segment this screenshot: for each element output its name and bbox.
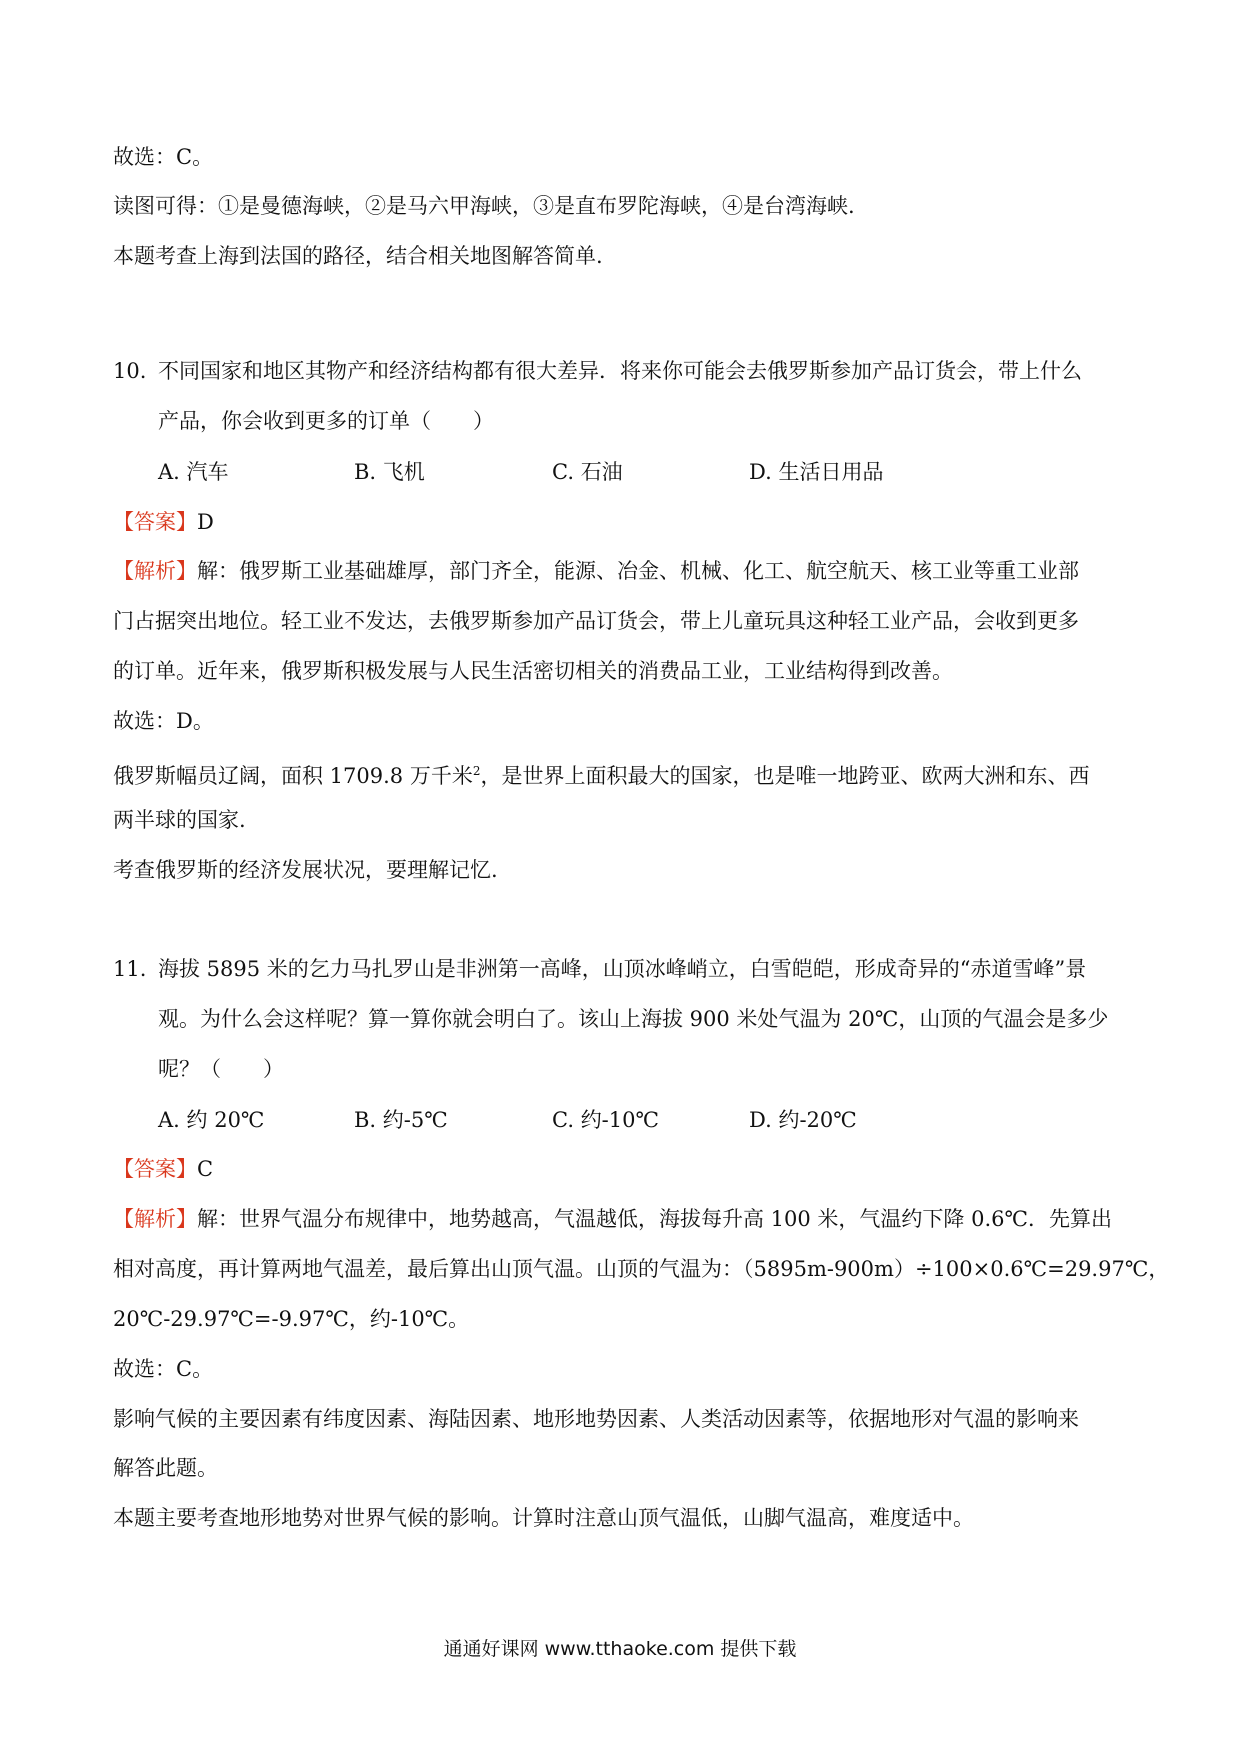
analysis-text: 解：俄罗斯工业基础雄厚，部门齐全，能源、冶金、机械、化工、航空航天、核工业等重工业部: [197, 559, 1079, 583]
option-text: 约-5℃: [382, 1108, 448, 1132]
option-letter: A.: [158, 1108, 180, 1132]
q11-summary: 本题主要考查地形地势对世界气候的影响。计算时注意山顶气温低，山脚气温高，难度适中。: [113, 1506, 974, 1530]
answer-tag: 【答案】: [113, 510, 197, 534]
note-text: ，是世界上面积最大的国家，也是唯一地跨亚、欧两大洲和东、西: [480, 764, 1090, 788]
q10-answer-line: 故选：D。: [113, 709, 214, 733]
answer-value: C: [197, 1157, 214, 1181]
q11-option-b: [354, 1105, 448, 1135]
q9-summary: 本题考查上海到法国的路径，结合相关地图解答简单.: [113, 244, 603, 268]
q11-note-line-2: 解答此题。: [113, 1456, 218, 1480]
option-text: 生活日用品: [778, 460, 884, 484]
q10-answer: [113, 507, 214, 537]
q11-answer-line: 故选：C。: [113, 1357, 214, 1381]
q10-option-d: [749, 457, 883, 487]
option-text: 约-20℃: [778, 1108, 857, 1132]
q11-analysis-line-3: 20℃-29.97℃=-9.97℃，约-10℃。: [113, 1307, 470, 1331]
option-letter: A.: [158, 460, 180, 484]
q10-option-a: [158, 457, 229, 487]
option-letter: B.: [354, 460, 377, 484]
answer-tag: 【答案】: [113, 1157, 197, 1181]
q11-option-a: [158, 1105, 264, 1135]
analysis-text: 解：世界气温分布规律中，地势越高，气温越低，海拔每升高 100 米，气温约下降 0.6℃．先算出: [197, 1207, 1112, 1231]
q10-number: 10.: [113, 359, 147, 383]
option-letter: D.: [749, 1108, 772, 1132]
q10-analysis-line-2: 门占据突出地位。轻工业不发达，去俄罗斯参加产品订货会，带上儿童玩具这种轻工业产品，会收到更多: [113, 609, 1079, 633]
analysis-tag: 【解析】: [113, 1207, 197, 1231]
q11-number: 11.: [113, 957, 147, 981]
q10-stem-line-1: 不同国家和地区其物产和经济结构都有很大差异．将来你可能会去俄罗斯参加产品订货会，带上什么: [158, 359, 1082, 383]
q11-analysis-line-1: [113, 1204, 1112, 1234]
page-footer: 通通好课网 www.tthaoke.com 提供下载: [443, 1638, 797, 1660]
q11-stem-line-3: 呢？（ ）: [158, 1057, 284, 1081]
option-text: 约 20℃: [186, 1108, 265, 1132]
option-text: 汽车: [186, 460, 229, 484]
option-letter: C.: [552, 460, 574, 484]
q10-option-b: [354, 457, 425, 487]
option-letter: D.: [749, 460, 772, 484]
superscript: 2: [472, 764, 481, 778]
q11-stem-line-1: 海拔 5895 米的乞力马扎罗山是非洲第一高峰，山顶冰峰峭立，白雪皑皑，形成奇异的“赤道雪峰”景: [158, 957, 1087, 981]
option-text: 约-10℃: [580, 1108, 659, 1132]
q11-stem-line-2: 观。为什么会这样呢？算一算你就会明白了。该山上海拔 900 米处气温为 20℃，山顶的气温会是多少: [158, 1007, 1109, 1031]
q10-summary: 考查俄罗斯的经济发展状况，要理解记忆.: [113, 858, 498, 882]
q11-note-line-1: 影响气候的主要因素有纬度因素、海陆因素、地形地势因素、人类活动因素等，依据地形对气温的影响来: [113, 1407, 1079, 1431]
q10-analysis-line-1: [113, 556, 1079, 586]
option-text: 飞机: [382, 460, 425, 484]
q11-option-c: [552, 1105, 659, 1135]
q10-stem-line-2: 产品，你会收到更多的订单（ ）: [158, 409, 494, 433]
q10-note-line-1: [113, 756, 1089, 791]
note-text: 俄罗斯幅员辽阔，面积 1709.8 万千米: [113, 764, 473, 788]
q10-analysis-line-3: 的订单。近年来，俄罗斯积极发展与人民生活密切相关的消费品工业，工业结构得到改善。: [113, 659, 953, 683]
q11-analysis-line-2: 相对高度，再计算两地气温差，最后算出山顶气温。山顶的气温为：（5895m-900m）÷100×0.6℃=29.97℃，: [113, 1257, 1170, 1281]
q11-option-d: [749, 1105, 857, 1135]
q11-answer: [113, 1154, 213, 1184]
q9-answer-line: 故选：C。: [113, 145, 214, 169]
q10-option-c: [552, 457, 623, 487]
option-letter: B.: [354, 1108, 377, 1132]
option-text: 石油: [580, 460, 623, 484]
option-letter: C.: [552, 1108, 574, 1132]
answer-value: D: [197, 510, 214, 534]
analysis-tag: 【解析】: [113, 559, 197, 583]
q9-explanation: 读图可得：①是曼德海峡，②是马六甲海峡，③是直布罗陀海峡，④是台湾海峡.: [113, 194, 855, 218]
q10-note-line-2: 两半球的国家.: [113, 808, 246, 832]
